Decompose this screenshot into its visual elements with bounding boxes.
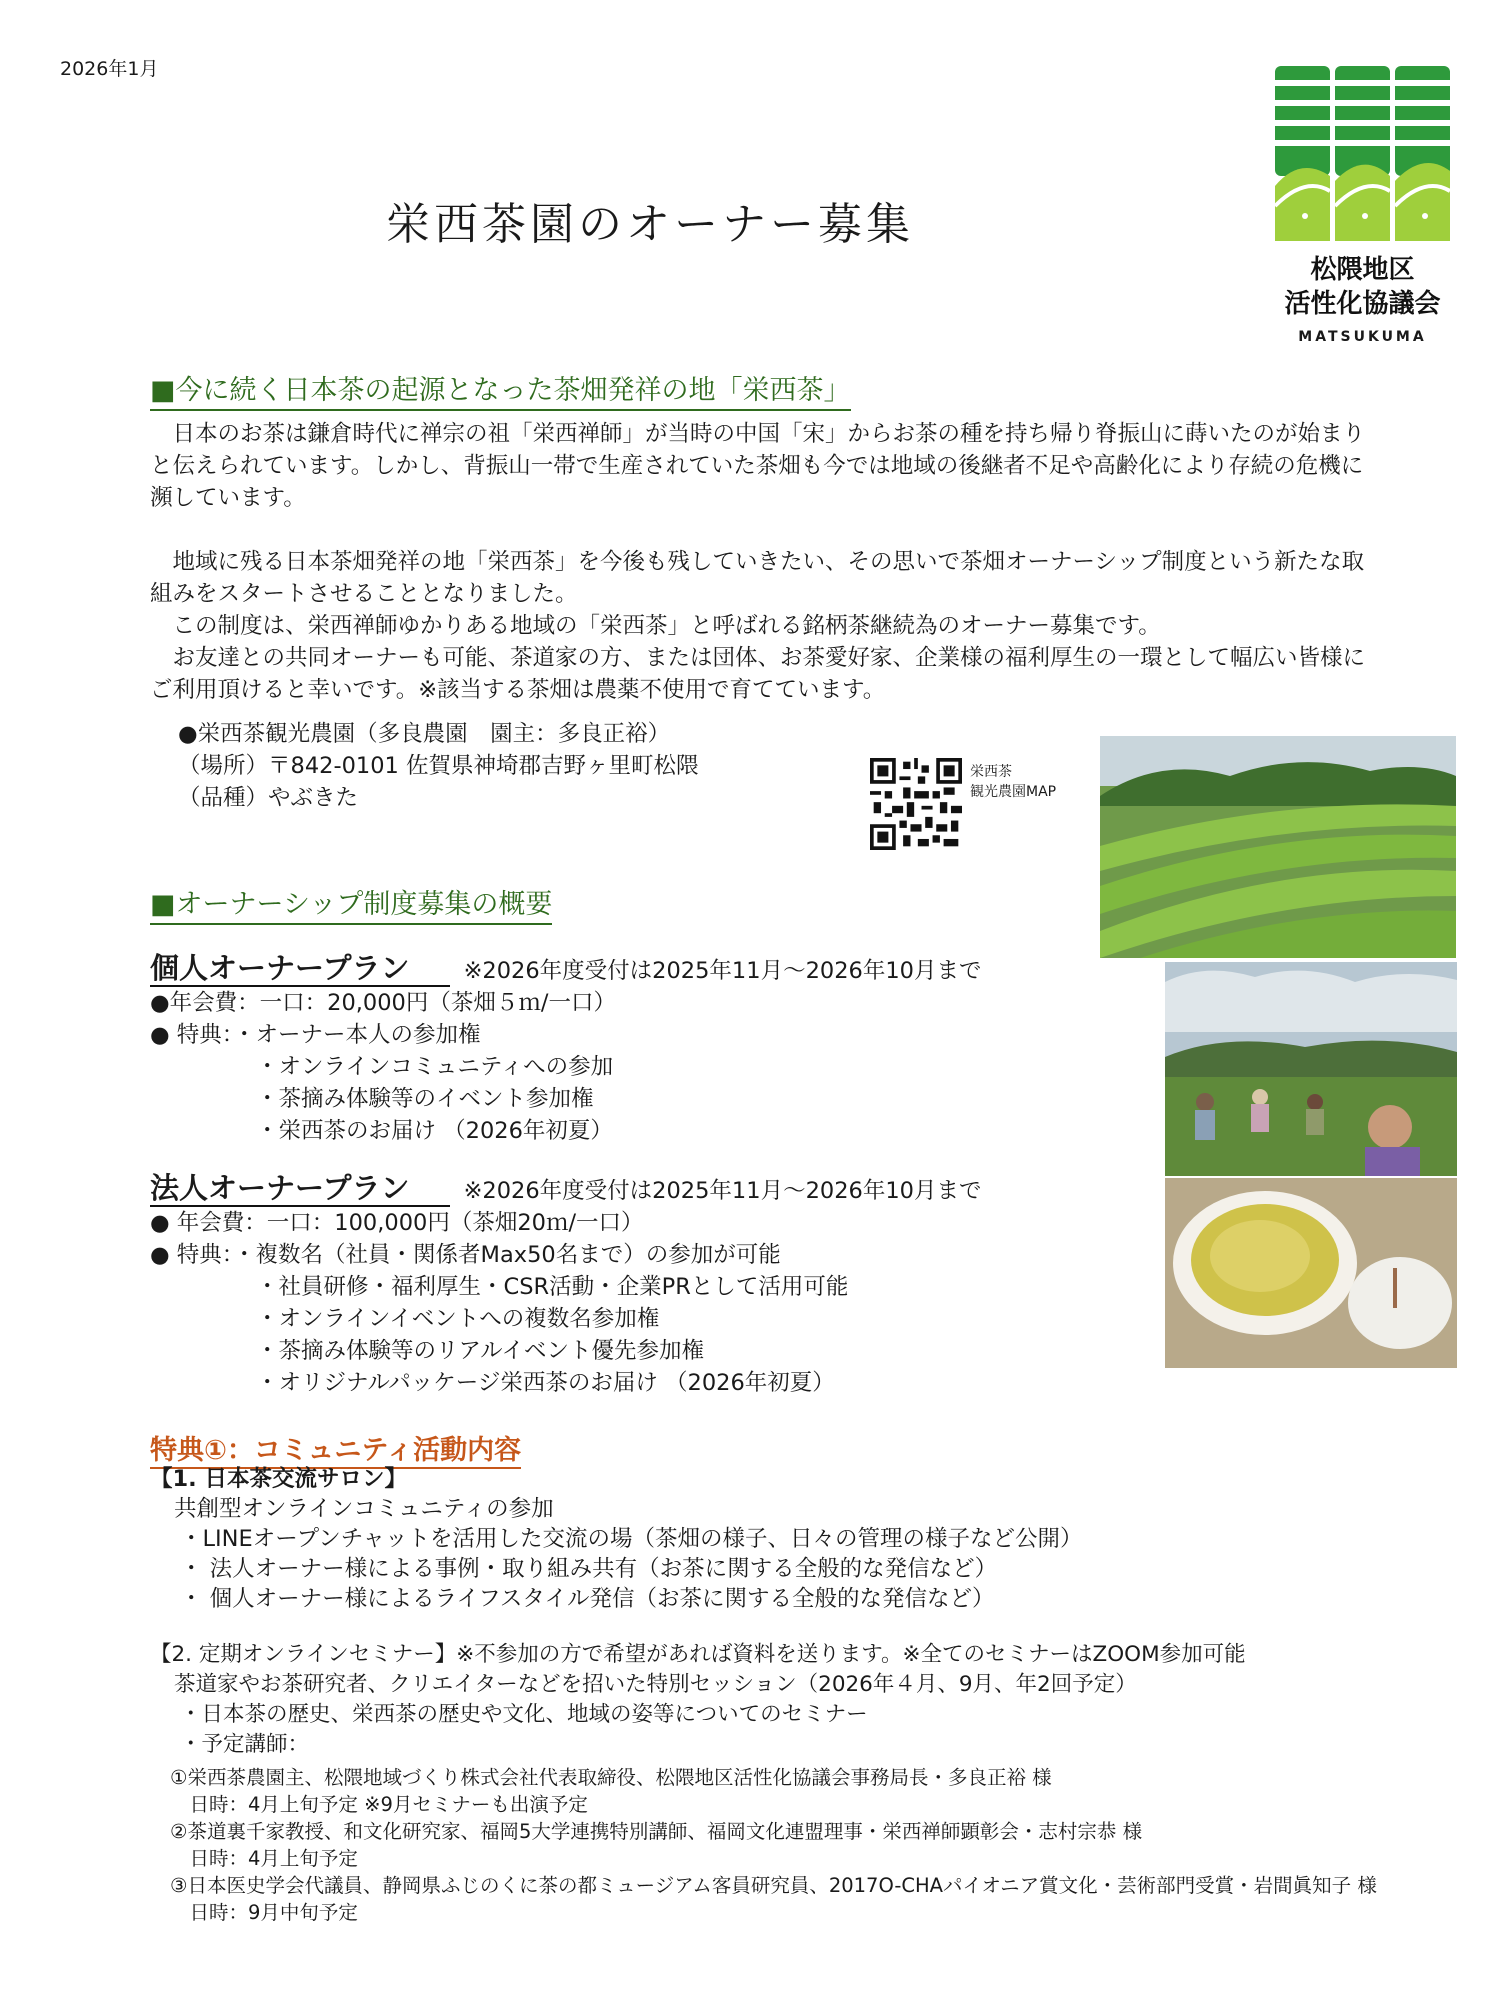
logo-name-line2: 活性化協議会 [1284, 289, 1441, 319]
qr-caption-line2: 観光農園MAP [970, 784, 1057, 800]
intro-paragraph: 地域に残る日本茶畑発祥の地「栄西茶」を今後も残していきたい、その思いで茶畑オーナーシップ制度という新たな取組みをスタートさせることとなりました。 [150, 549, 1365, 607]
green-tea-cup-photo [1165, 1178, 1457, 1368]
corporate-plan-benefit: ・社員研修・福利厚生・CSR活動・企業PRとして活用可能 [256, 1274, 849, 1300]
seminar-line: ・日本茶の歴史、栄西茶の歴史や文化、地域の姿等についてのセミナー [180, 1702, 868, 1727]
salon-block [150, 1464, 1083, 1614]
seminar-line: 茶道家やお茶研究者、クリエイターなどを招いた特別セッション（2026年４月、9月、年2回予定） [174, 1672, 1137, 1697]
corporate-plan-title: 法人オーナープラン [150, 1171, 450, 1207]
personal-plan [150, 946, 981, 1147]
section-heading-origin [150, 368, 851, 411]
speaker-date: 日時：4月上旬予定 [170, 1847, 358, 1870]
section-heading-text: 今に続く日本茶の起源となった茶畑発祥の地「栄西茶」 [175, 375, 851, 406]
personal-plan-note: ※2026年度受付は2025年11月～2026年10月まで [463, 958, 982, 984]
personal-plan-title: 個人オーナープラン [150, 951, 450, 987]
salon-line: ・LINEオープンチャットを活用した交流の場（茶畑の様子、日々の管理の様子など公開） [180, 1526, 1083, 1552]
speaker-line: ③日本医史学会代議員、静岡県ふじのくに茶の都ミュージアム客員研究員、2017O-CHAパイオニア賞文化・芸術部門受賞・岩間眞知子 様 [170, 1874, 1377, 1897]
corporate-plan-benefit: ・オンラインイベントへの複数名参加権 [256, 1306, 660, 1332]
section-heading-text: オーナーシップ制度募集の概要 [175, 889, 553, 920]
benefit-community-heading: 特典①：コミュニティ活動内容 [150, 1428, 521, 1469]
qr-caption-line1: 栄西茶 [970, 764, 1012, 780]
speaker-list [170, 1764, 1377, 1926]
corporate-plan-benefit: ・茶摘み体験等のリアルイベント優先参加権 [256, 1338, 704, 1364]
farm-info [178, 718, 698, 814]
benefit-item: ・複数名（社員・関係者Max50名まで）の参加が可能 [233, 1242, 781, 1268]
benefit-item: ・オーナー本人の参加権 [233, 1022, 481, 1048]
qr-caption [970, 762, 1056, 802]
logo-name-line1: 松隈地区 [1310, 255, 1415, 285]
personal-plan-benefit: ・オンラインコミュニティへの参加 [256, 1054, 614, 1080]
page-title: 栄西茶園のオーナー募集 [386, 199, 914, 250]
seminar-line: ・予定講師： [180, 1732, 310, 1757]
speaker-date: 日時：9月中旬予定 [170, 1901, 358, 1924]
farm-variety: （品種）やぶきた [178, 785, 359, 811]
corporate-plan-note: ※2026年度受付は2025年11月～2026年10月まで [463, 1178, 982, 1204]
benefits-label: ● 特典： [150, 1242, 234, 1268]
tea-field-photo [1100, 736, 1456, 958]
salon-line: ・ 個人オーナー様によるライフスタイル発信（お茶に関する全般的な発信など） [180, 1586, 995, 1612]
personal-plan-benefit: ・茶摘み体験等のイベント参加権 [256, 1086, 594, 1112]
corporate-plan-fee: ● 年会費：一口：100,000円（茶畑20ｍ/一口） [150, 1210, 644, 1236]
organization-logo [1270, 66, 1455, 345]
logo-roman: MATSUKUMA [1298, 329, 1427, 345]
speaker-line: ①栄西茶農園主、松隈地域づくり株式会社代表取締役、松隈地区活性化協議会事務局長・多良正裕 様 [170, 1766, 1052, 1789]
salon-title: 【1. 日本茶交流サロン】 [150, 1466, 408, 1492]
farm-place: （場所）〒842-0101 佐賀県神埼郡吉野ヶ里町松隈 [178, 753, 699, 779]
farm-name: ●栄西茶観光農園（多良農園 園主：多良正裕） [178, 721, 671, 747]
tea-picking-photo [1165, 962, 1457, 1176]
personal-plan-benefit [150, 1019, 981, 1051]
intro-paragraph: 日本のお茶は鎌倉時代に禅宗の祖「栄西禅師」が当時の中国「宋」からお茶の種を持ち帰り脊振山に蒔いたのが始まりと伝えられています。しかし、背振山一帯で生産されていた茶畑も今では地域の後継者不足や高齢化により存続の危機に瀕しています。 [150, 421, 1366, 511]
benefits-label: ● 特典： [150, 1022, 234, 1048]
salon-line: ・ 法人オーナー様による事例・取り組み共有（お茶に関する全般的な発信など） [180, 1556, 998, 1582]
qr-code-icon[interactable] [870, 758, 962, 850]
intro-paragraph: この制度は、栄西禅師ゆかりある地域の「栄西茶」と呼ばれる銘柄茶継続為のオーナー募集です。 [172, 613, 1161, 639]
document-date: 2026年1月 [60, 58, 159, 80]
seminar-title: 【2. 定期オンラインセミナー】※不参加の方で希望があれば資料を送ります。※全てのセミナーはZOOM参加可能 [150, 1642, 1246, 1667]
personal-plan-benefit: ・栄西茶のお届け （2026年初夏） [256, 1118, 613, 1144]
speaker-line: ②茶道裏千家教授、和文化研究家、福岡5大学連携特別講師、福岡文化連盟理事・栄西禅師顕彰会・志村宗恭 様 [170, 1820, 1143, 1843]
intro-paragraph: お友達との共同オーナーも可能、茶道家の方、または団体、お茶愛好家、企業様の福利厚生の一環として幅広い皆様にご利用頂けると幸いです。※該当する茶畑は農薬不使用で育てています。 [150, 645, 1366, 703]
tea-field-logo-icon [1275, 66, 1450, 241]
corporate-plan-title-row [150, 1166, 981, 1207]
square-bullet-icon: ■ [150, 375, 176, 406]
corporate-plan-benefit: ・オリジナルパッケージ栄西茶のお届け （2026年初夏） [256, 1370, 835, 1396]
seminar-block [150, 1640, 1246, 1760]
corporate-plan-benefit [150, 1239, 981, 1271]
intro-paragraphs [150, 418, 1370, 706]
square-bullet-icon: ■ [150, 889, 176, 920]
corporate-plan [150, 1166, 981, 1399]
section-heading-overview [150, 882, 552, 925]
salon-line: 共創型オンラインコミュニティの参加 [174, 1496, 554, 1522]
personal-plan-fee: ●年会費：一口：20,000円（茶畑５ｍ/一口） [150, 990, 616, 1016]
personal-plan-title-row [150, 946, 981, 987]
speaker-date: 日時：4月上旬予定 ※9月セミナーも出演予定 [170, 1793, 588, 1816]
